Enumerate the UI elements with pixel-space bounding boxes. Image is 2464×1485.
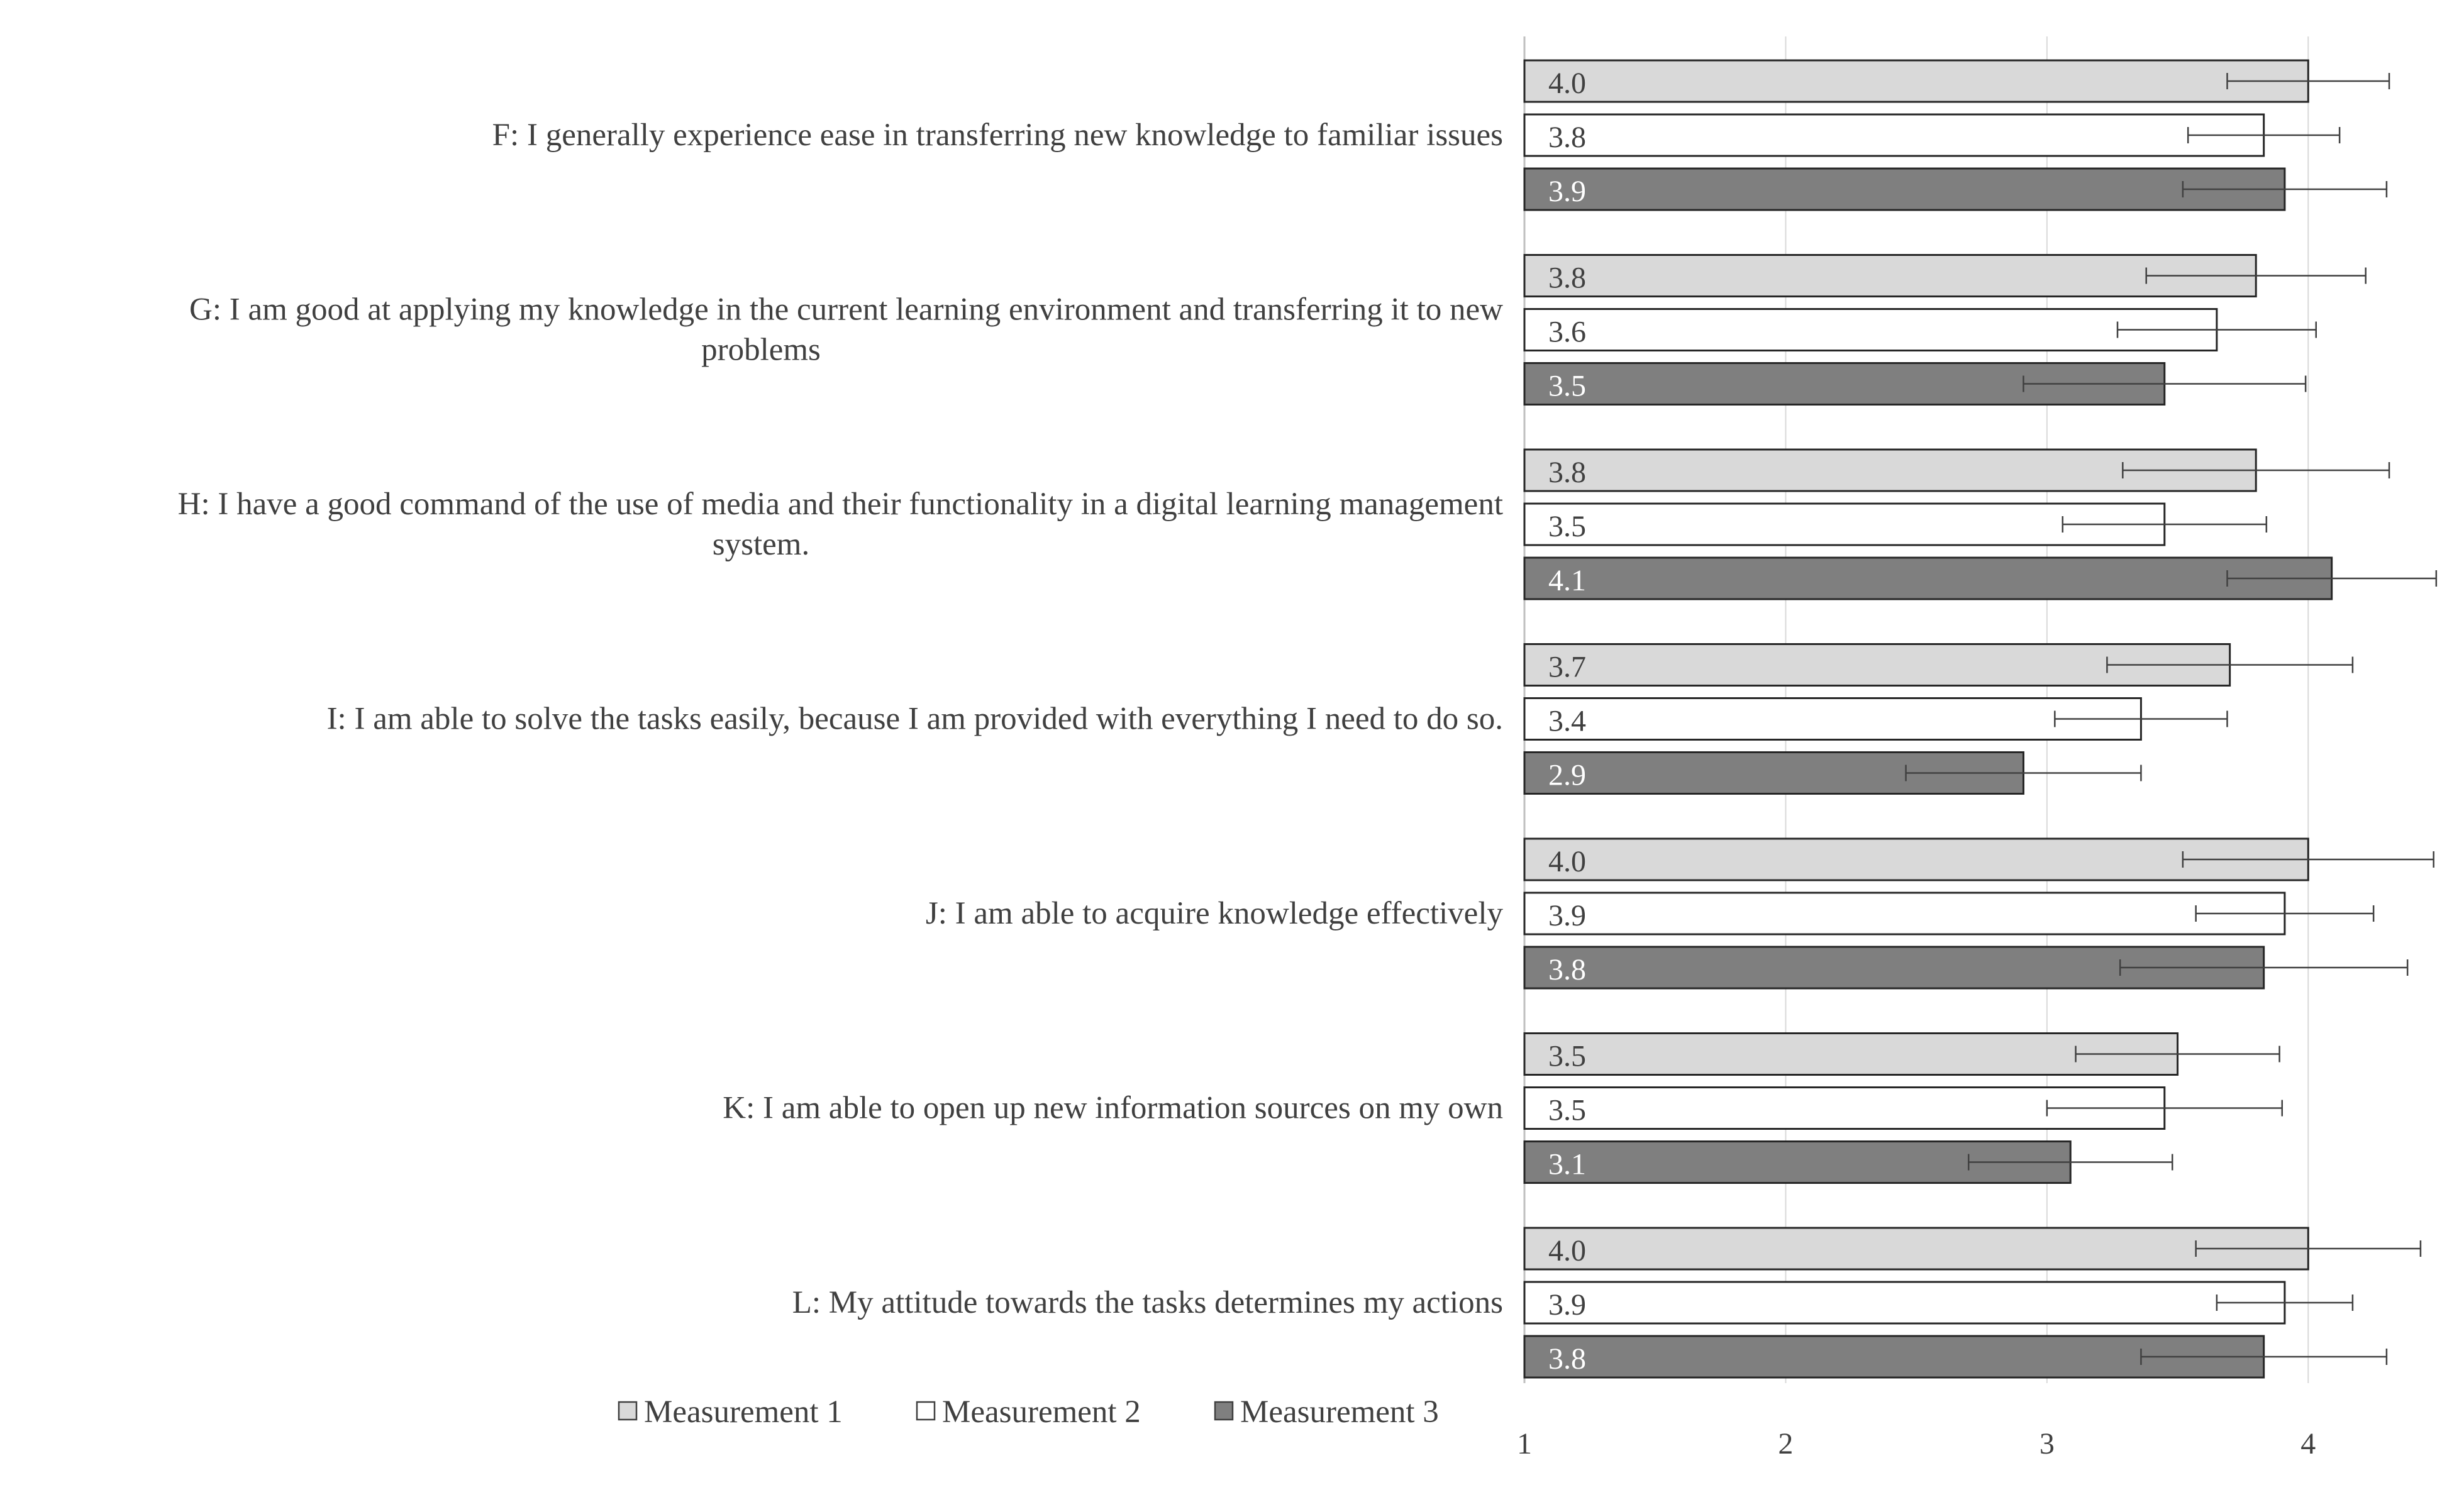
- bar-value-label: 3.8: [1548, 456, 1586, 489]
- bar-value-label: 3.5: [1548, 1039, 1586, 1073]
- bar-value-label: 4.0: [1548, 1234, 1586, 1267]
- bar-value-label: 4.0: [1548, 67, 1586, 100]
- category-label: I: I am able to solve the tasks easily, because I am provided with everything I need to do so.: [326, 701, 1503, 737]
- legend: [619, 1394, 1439, 1430]
- legend-swatch: [917, 1402, 935, 1420]
- category-label: J: I am able to acquire knowledge effectively: [925, 896, 1503, 931]
- bar-value-label: 3.7: [1548, 650, 1586, 684]
- bar-value-label: 3.8: [1548, 1342, 1586, 1376]
- bar-value-label: 3.5: [1548, 369, 1586, 403]
- bar-value-label: 3.9: [1548, 175, 1586, 208]
- bar-value-label: 3.6: [1548, 315, 1586, 349]
- bar-measurement-2: [1524, 309, 2217, 351]
- bar-measurement-2: [1524, 893, 2285, 934]
- x-tick-label: 1: [1517, 1427, 1532, 1460]
- legend-label: Measurement 1: [644, 1394, 843, 1430]
- bar-measurement-1: [1524, 1228, 2308, 1269]
- bars: [1524, 60, 2436, 1377]
- x-tick-label: 2: [1778, 1427, 1794, 1460]
- bar-measurement-2: [1524, 114, 2264, 156]
- category-label: problems: [701, 332, 821, 368]
- category-label: system.: [712, 527, 810, 562]
- category-labels: [178, 118, 1504, 1320]
- category-label: H: I have a good command of the use of media and their functionality in a digital learning management: [177, 487, 1503, 522]
- category-label: G: I am good at applying my knowledge in the current learning environment and transferring it to new: [189, 292, 1503, 328]
- bar-value-label: 3.8: [1548, 953, 1586, 986]
- bar-measurement-2: [1524, 1282, 2285, 1323]
- bar-value-label: 3.8: [1548, 261, 1586, 295]
- legend-swatch: [619, 1402, 636, 1420]
- bar-value-label: 3.9: [1548, 1288, 1586, 1322]
- category-label: L: My attitude towards the tasks determines my actions: [792, 1285, 1503, 1320]
- legend-label: Measurement 2: [942, 1394, 1141, 1430]
- bar-value-label: 3.5: [1548, 510, 1586, 543]
- bar-measurement-3: [1524, 558, 2332, 599]
- bar-value-label: 4.0: [1548, 845, 1586, 878]
- bar-value-label: 2.9: [1548, 758, 1586, 792]
- category-label: F: I generally experience ease in transferring new knowledge to familiar issues: [492, 118, 1503, 153]
- bar-value-label: 3.4: [1548, 704, 1586, 738]
- bar-value-label: 4.1: [1548, 564, 1586, 597]
- bar-value-label: 3.8: [1548, 121, 1586, 154]
- bar-measurement-1: [1524, 60, 2308, 102]
- x-tick-label: 4: [2300, 1427, 2316, 1460]
- bar-value-label: 3.1: [1548, 1147, 1586, 1181]
- legend-swatch: [1215, 1402, 1233, 1420]
- bar-measurement-2: [1524, 698, 2141, 740]
- bar-value-label: 3.9: [1548, 899, 1586, 932]
- category-label: K: I am able to open up new information sources on my own: [723, 1090, 1503, 1126]
- x-tick-label: 3: [2039, 1427, 2055, 1460]
- bar-value-label: 3.5: [1548, 1093, 1586, 1127]
- bar-measurement-3: [1524, 168, 2285, 210]
- legend-label: Measurement 3: [1240, 1394, 1439, 1430]
- x-axis-ticks: [1517, 1427, 2316, 1460]
